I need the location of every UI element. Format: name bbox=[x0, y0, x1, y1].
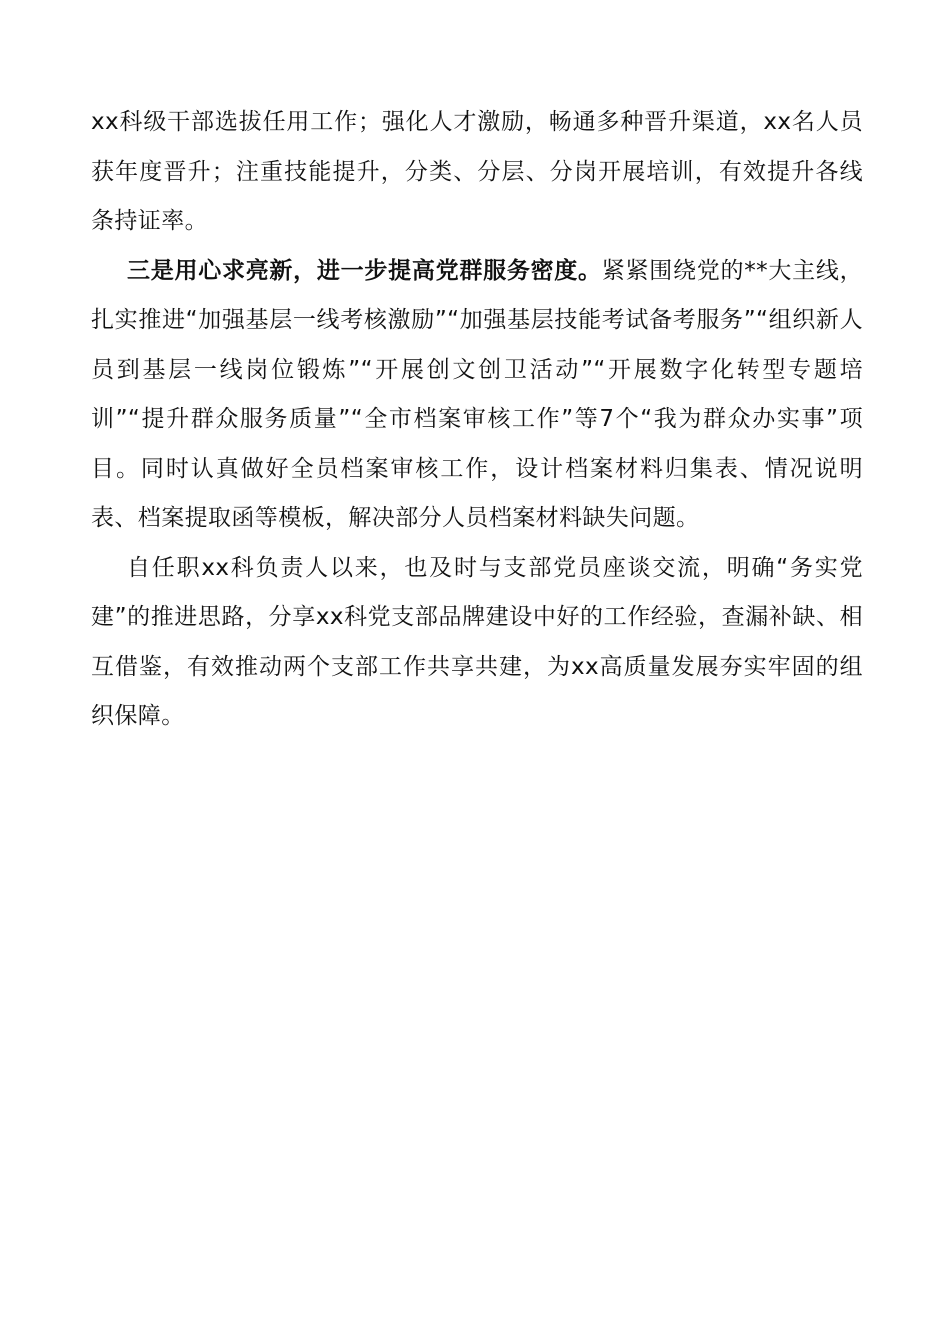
paragraph-text: xx科级干部选拔任用工作；强化人才激励，畅通多种晋升渠道，xx名人员获年度晋升；注重技能提升，分类、分层、分岗开展培训，有效提升各线条持证率。 bbox=[91, 109, 863, 234]
paragraph-closing bbox=[91, 544, 863, 742]
paragraph-section-three bbox=[91, 247, 863, 544]
paragraph-text: 自任职xx科负责人以来，也及时与支部党员座谈交流，明确“务实党建”的推进思路，分享xx科党支部品牌建设中好的工作经验，查漏补缺、相互借鉴，有效推动两个支部工作共享共建，为xx高质量发展夯实牢固的组织保障。 bbox=[91, 554, 863, 729]
paragraph-text: 紧紧围绕党的**大主线，扎实推进“加强基层一线考核激励”“加强基层技能考试备考服务”“组织新人员到基层一线岗位锻炼”“开展创文创卫活动”“开展数字化转型专题培训”“提升群众服务质量”“全市档案审核工作”等7个“我为群众办实事”项目。同时认真做好全员档案审核工作，设计档案材料归集表、情况说明表、档案提取函等模板，解决部分人员档案材料缺失问题。 bbox=[91, 257, 863, 531]
paragraph-lead-heading: 三是用心求亮新，进一步提高党群服务密度。 bbox=[127, 257, 602, 284]
paragraph-continuation bbox=[91, 98, 863, 247]
document-body bbox=[91, 98, 863, 742]
